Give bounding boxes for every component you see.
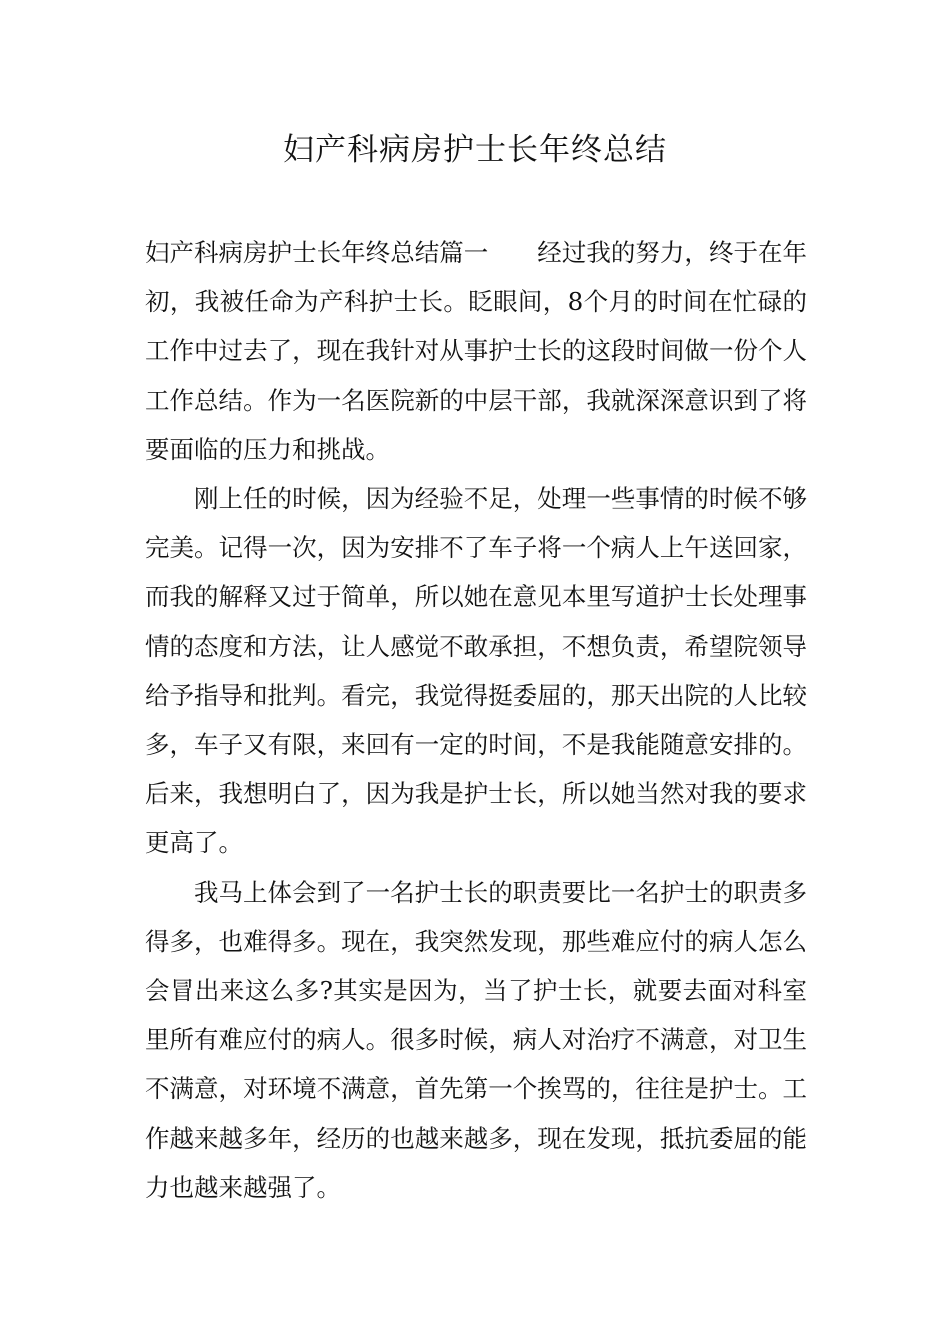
document-title: 妇产科病房护士长年终总结 xyxy=(283,132,667,168)
paragraph-1 xyxy=(145,228,807,474)
paragraph-1-text: 经过我的努力，终于在年初，我被任命为产科护士长。眨眼间，8个月的时间在忙碌的工作中过去了，现在我针对从事护士长的这段时间做一份个人工作总结。作为一名医院新的中层干部，我就深深意识到了将要面临的压力和挑战。 xyxy=(145,238,808,464)
section-heading: 妇产科病房护士长年终总结篇一 xyxy=(145,238,489,267)
paragraph-3: 我马上体会到了一名护士长的职责要比一名护士的职责多得多，也难得多。现在，我突然发现，那些难应付的病人怎么会冒出来这么多?其实是因为，当了护士长，就要去面对科室里所有难应付的病人。很多时候，病人对治疗不满意，对卫生不满意，对环境不满意，首先第一个挨骂的，往往是护士。工作越来越多年，经历的也越来越多，现在发现，抵抗委屈的能力也越来越强了。 xyxy=(145,877,807,1202)
paragraph-2: 刚上任的时候，因为经验不足，处理一些事情的时候不够完美。记得一次，因为安排不了车子将一个病人上午送回家，而我的解释又过于简单，所以她在意见本里写道护士长处理事情的态度和方法，让人感觉不敢承担，不想负责，希望院领导给予指导和批判。看完，我觉得挺委屈的，那天出院的人比较多，车子又有限，来回有一定的时间，不是我能随意安排的。后来，我想明白了，因为我是护士长，所以她当然对我的要求更高了。 xyxy=(145,484,807,858)
document-body xyxy=(145,228,807,1212)
